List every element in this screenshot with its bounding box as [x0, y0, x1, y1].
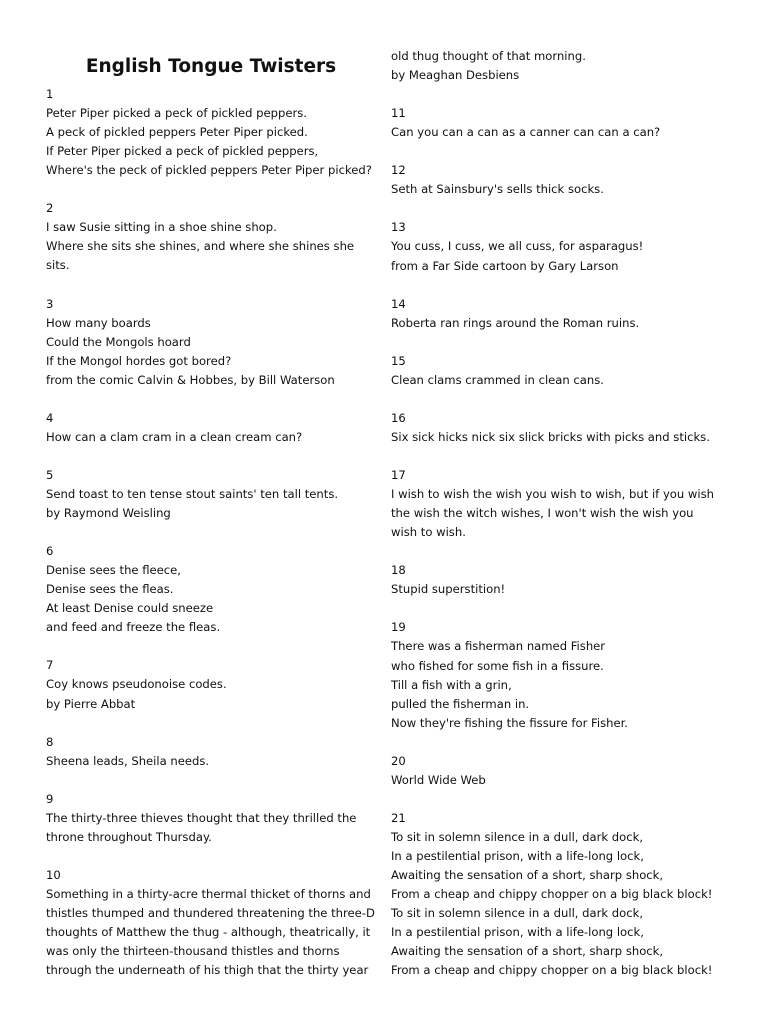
twister-line: I saw Susie sitting in a shoe shine shop.: [46, 220, 277, 235]
twister-number: 18: [391, 563, 406, 578]
twister-line: pulled the fisherman in.: [391, 696, 530, 711]
twister-line: To sit in solemn silence in a dull, dark dock,: [391, 906, 644, 921]
twister-line: was only the thirteen-thousand thistles and thorns: [46, 944, 340, 959]
twister-line: Roberta ran rings around the Roman ruins.: [391, 315, 640, 330]
entry-spacer: [391, 142, 731, 161]
entry-spacer: [391, 276, 731, 295]
twister-number: 21: [391, 810, 406, 825]
twister-line: from the comic Calvin & Hobbes, by Bill Waterson: [46, 372, 335, 387]
twister-entry: [46, 85, 381, 180]
entry-spacer: [391, 733, 731, 752]
twister-number: 16: [391, 410, 406, 425]
twister-entry: [46, 790, 381, 847]
twister-line: Can you can a can as a canner can can a can?: [391, 125, 661, 140]
twister-line: Awaiting the sensation of a short, sharp shock,: [391, 868, 664, 883]
twister-line: and feed and freeze the fleas.: [46, 620, 221, 635]
twister-line: In a pestilential prison, with a life-long lock,: [391, 848, 644, 863]
twister-entry: [46, 542, 381, 637]
twister-line: by Pierre Abbat: [46, 696, 136, 711]
twister-number: 1: [46, 87, 54, 101]
twister-number: 3: [46, 296, 54, 311]
twister-line: To sit in solemn silence in a dull, dark dock,: [391, 829, 644, 844]
entry-spacer: [46, 637, 381, 656]
twister-number: 20: [391, 753, 406, 768]
entry-spacer: [46, 771, 381, 790]
twister-line: Till a fish with a grin,: [391, 677, 512, 692]
twister-line: by Raymond Weisling: [46, 506, 171, 521]
twister-line: There was a fisherman named Fisher: [391, 639, 606, 654]
twister-line: From a cheap and chippy chopper on a big black block!: [391, 963, 713, 978]
twister-number: 17: [391, 468, 406, 483]
twister-line: At least Denise could sneeze: [46, 601, 214, 616]
twister-line: Denise sees the fleece,: [46, 563, 181, 578]
twister-line: Sheena leads, Sheila needs.: [46, 753, 210, 768]
entry-spacer: [46, 180, 381, 199]
entry-spacer: [46, 447, 381, 466]
twister-line: by Meaghan Desbiens: [391, 68, 520, 83]
twister-entry: [46, 466, 381, 523]
twister-number: 9: [46, 791, 54, 806]
twister-line: How can a clam cram in a clean cream can?: [46, 429, 303, 444]
twister-entry: [391, 104, 731, 142]
right-column: [391, 47, 731, 980]
twister-line: Send toast to ten tense stout saints' ten tall tents.: [46, 486, 339, 501]
twister-line: thistles thumped and thundered threatening the three-D: [46, 906, 375, 921]
twister-entry: [391, 295, 731, 333]
twister-line: from a Far Side cartoon by Gary Larson: [391, 258, 619, 273]
twister-number: 13: [391, 220, 406, 235]
entry-spacer: [391, 333, 731, 352]
twister-line: From a cheap and chippy chopper on a big black block!: [391, 887, 713, 902]
twister-number: 11: [391, 106, 406, 121]
twister-number: 15: [391, 353, 406, 368]
twister-entry: [391, 561, 731, 599]
twister-line: If the Mongol hordes got bored?: [46, 353, 232, 368]
twister-line: Awaiting the sensation of a short, sharp shock,: [391, 944, 664, 959]
twister-line: The thirty-three thieves thought that they thrilled the: [46, 810, 357, 825]
entry-spacer: [391, 599, 731, 618]
twister-entry: [391, 466, 731, 542]
twister-entry: [46, 733, 381, 771]
entry-spacer: [46, 847, 381, 866]
entry-spacer: [391, 542, 731, 561]
twister-line: In a pestilential prison, with a life-long lock,: [391, 925, 644, 940]
twister-line: old thug thought of that morning.: [391, 49, 586, 63]
twister-line: Coy knows pseudonoise codes.: [46, 677, 227, 692]
twister-line: throne throughout Thursday.: [46, 829, 212, 844]
twister-entry: [391, 161, 731, 199]
twister-number: 6: [46, 544, 54, 559]
document-title: English Tongue Twisters: [85, 55, 337, 77]
entry-spacer: [46, 523, 381, 542]
twister-number: 5: [46, 467, 54, 482]
twister-line: You cuss, I cuss, we all cuss, for asparagus!: [391, 239, 644, 254]
twister-number: 19: [391, 620, 406, 635]
twister-line: I wish to wish the wish you wish to wish, but if you wish: [391, 487, 715, 502]
twister-number: 7: [46, 658, 54, 673]
twister-entry: [46, 295, 381, 390]
twister-line: wish to wish.: [391, 525, 466, 540]
entry-spacer: [391, 790, 731, 809]
twister-entry: [391, 352, 731, 390]
twister-line: Now they're fishing the fissure for Fisher.: [391, 715, 628, 730]
twister-line: Denise sees the fleas.: [46, 582, 174, 597]
twister-entry: [391, 752, 731, 790]
twister-entry: [391, 618, 731, 732]
twister-number: 10: [46, 867, 61, 882]
twister-entry: [46, 199, 381, 275]
entry-spacer: [391, 447, 731, 466]
twister-number: 4: [46, 410, 54, 425]
twister-entry: [391, 47, 731, 85]
twister-entry: [391, 809, 731, 980]
twister-number: 14: [391, 296, 406, 311]
twister-line: A peck of pickled peppers Peter Piper picked.: [46, 125, 308, 140]
twister-entry: [391, 409, 731, 447]
twister-line: Could the Mongols hoard: [46, 334, 191, 349]
twister-line: Clean clams crammed in clean cans.: [391, 372, 604, 387]
twister-line: Seth at Sainsbury's sells thick socks.: [391, 182, 604, 197]
entry-spacer: [391, 390, 731, 409]
twister-line: through the underneath of his thigh that the thirty year: [46, 963, 369, 978]
twister-line: If Peter Piper picked a peck of pickled peppers,: [46, 144, 319, 159]
twister-line: World Wide Web: [391, 772, 486, 787]
twister-entry: [46, 656, 381, 713]
twister-entry: [46, 866, 381, 980]
twister-entry: [391, 218, 731, 275]
twister-line: Peter Piper picked a peck of pickled peppers.: [46, 106, 307, 121]
twister-line: thoughts of Matthew the thug - although, theatrically, it: [46, 925, 371, 940]
twister-number: 12: [391, 163, 406, 178]
entry-spacer: [46, 275, 381, 294]
entry-spacer: [46, 390, 381, 409]
twister-line: Stupid superstition!: [391, 582, 506, 597]
entry-spacer: [46, 714, 381, 733]
twister-line: Six sick hicks nick six slick bricks with picks and sticks.: [391, 429, 710, 444]
twister-entry: [46, 409, 381, 447]
twister-number: 8: [46, 734, 54, 749]
twister-line: Something in a thirty-acre thermal thicket of thorns and: [46, 886, 371, 901]
twister-line: who fished for some fish in a fissure.: [391, 658, 604, 673]
entry-spacer: [391, 85, 731, 104]
twister-line: the wish the witch wishes, I won't wish the wish you: [391, 506, 694, 521]
twister-number: 2: [46, 201, 54, 216]
left-column: [46, 47, 381, 980]
twister-line: How many boards: [46, 315, 151, 330]
entry-spacer: [391, 199, 731, 218]
twister-line: sits.: [46, 258, 70, 273]
twister-line: Where's the peck of pickled peppers Peter Piper picked?: [46, 163, 372, 178]
twister-line: Where she sits she shines, and where she shines she: [46, 239, 355, 254]
